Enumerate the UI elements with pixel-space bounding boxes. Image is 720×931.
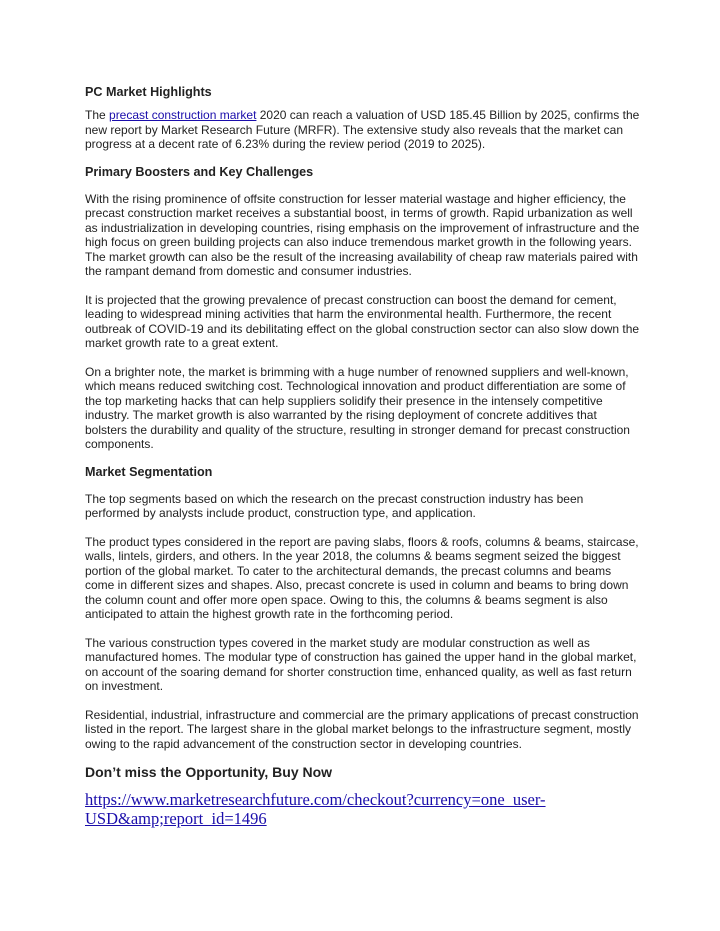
heading-market-highlights: PC Market Highlights [85,85,212,99]
checkout-link-line-2[interactable]: USD&amp;report_id=1496 [85,809,267,828]
boosters-paragraph-2: It is projected that the growing prevalence of precast construction can boost the demand for cement, leading to widespread mining activities that harm the environmental health. Furthermore, the recent outbreak of COVID-19 and its debilitating effect on the global construction sector can also slow down the market growth rate to a great extent. [85,292,640,350]
document-page [85,84,640,828]
intro-rest: 2020 can reach a valuation of USD 185.45 Billion by 2025, confirms the new report by Market Research Future (MRFR). The extensive study also reveals that the market can progress at a decent rate of 6.23% during the review period (2019 to 2025). [85,108,640,151]
segmentation-paragraph-3: The various construction types covered in the market study are modular construction as well as manufactured homes. The modular type of construction has gained the upper hand in the global market, on account of the soaring demand for shorter construction time, enhanced quality, as well as fast return on investment. [85,635,637,693]
checkout-link[interactable] [85,790,640,828]
cta-heading: Don’t miss the Opportunity, Buy Now [85,764,333,780]
segmentation-paragraph-1: The top segments based on which the research on the precast construction industry has been performed by analysts include product, construction type, and application. [85,491,584,520]
heading-market-segmentation: Market Segmentation [85,464,213,479]
intro-paragraph [85,108,640,152]
heading-boosters-challenges: Primary Boosters and Key Challenges [85,164,314,179]
segmentation-paragraph-2: The product types considered in the report are paving slabs, floors & roofs, columns & beams, staircase, walls, lintels, girders, and others. In the year 2018, the columns & beams segment seized the biggest portion of the global market. To cater to the architectural demands, the precast columns and beams come in different sizes and shapes. Also, precast concrete is used in column and beams to bring down the column count and offer more open space. Owing to this, the columns & beams segment is also anticipated to attain the highest growth rate in the forthcoming period. [85,534,639,621]
boosters-paragraph-3: On a brighter note, the market is brimming with a huge number of renowned suppliers and well-known, which means reduced switching cost. Technological innovation and product differentiation are some of the top marketing hacks that can help suppliers solidify their presence in the intensely competitive industry. The market growth is also warranted by the rising deployment of concrete additives that bolsters the durability and quality of the structure, resulting in stronger demand for precast construction components. [85,364,630,451]
boosters-paragraph-1: With the rising prominence of offsite construction for lesser material wastage and higher efficiency, the precast construction market receives a substantial boost, in terms of growth. Rapid urbanization as well as industrialization in developing countries, rising emphasis on the improvement of infrastructure and the high focus on green building projects can also induce tremendous market growth in the following years. The market growth can also be the result of the increasing availability of cheap raw materials paired with the rampant demand from domestic and consumer industries. [85,191,640,278]
checkout-link-line-1[interactable]: https://www.marketresearchfuture.com/checkout?currency=one_user- [85,790,546,809]
intro-prefix: The [85,108,110,122]
segmentation-paragraph-4: Residential, industrial, infrastructure and commercial are the primary applications of precast construction listed in the report. The largest share in the global market belongs to the infrastructure segment, mostly owing to the rapid advancement of the construction sector in developing countries. [85,707,639,751]
precast-market-link[interactable]: precast construction market [109,108,257,122]
